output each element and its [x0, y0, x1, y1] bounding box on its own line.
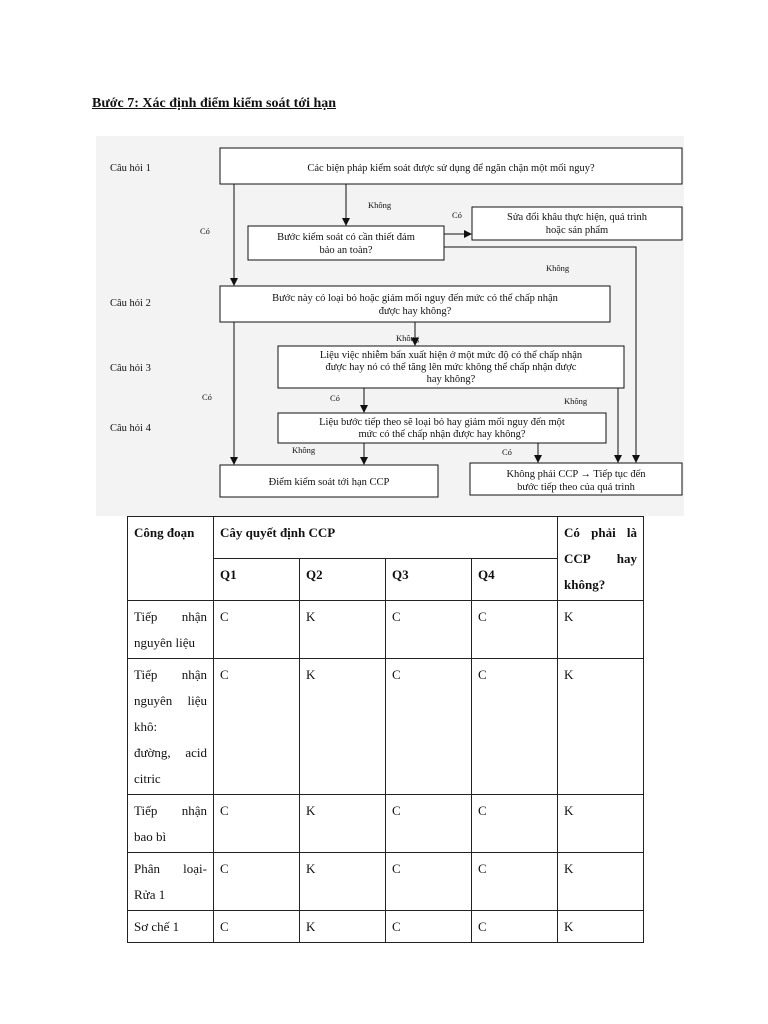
edge-label-q3-no: Không	[564, 396, 588, 406]
cell-ccp: K	[558, 795, 644, 853]
question-3-label: Câu hỏi 3	[110, 363, 151, 374]
edge-label-q3-yes: Có	[330, 393, 340, 403]
cell-q2: K	[300, 853, 386, 911]
cell-stage	[128, 911, 214, 943]
cell-q3: C	[386, 911, 472, 943]
cell-q1: C	[214, 601, 300, 659]
question-1-label: Câu hỏi 1	[110, 163, 151, 174]
cell-stage-line: Tiếp nhận	[134, 667, 207, 682]
header-is-ccp-line-2: CCP hay	[564, 551, 638, 566]
cell-stage-line: khô:	[134, 719, 158, 734]
cell-q4: C	[472, 601, 558, 659]
cell-q2: K	[300, 601, 386, 659]
header-q4: Q4	[472, 559, 558, 601]
edge-label-q2-yes: Có	[202, 392, 212, 402]
box-not-ccp-text-2: bước tiếp theo của quá trình	[517, 482, 635, 493]
cell-ccp: K	[558, 853, 644, 911]
edge-label-q1-yes: Có	[200, 226, 210, 236]
box-not-ccp-text-1: Không phải CCP → Tiếp tục đến	[506, 469, 646, 480]
cell-q1: C	[214, 911, 300, 943]
cell-q2: K	[300, 795, 386, 853]
header-stage: Công đoạn	[128, 517, 214, 601]
header-q2: Q2	[300, 559, 386, 601]
cell-q1: C	[214, 795, 300, 853]
cell-stage-line: nguyên liệu	[134, 635, 196, 650]
cell-stage-line: Tiếp nhận	[134, 609, 207, 624]
box-ccp-text: Điểm kiểm soát tới hạn CCP	[268, 477, 390, 488]
box-modify-text-2: hoặc sản phẩm	[545, 225, 609, 236]
header-decision-tree: Cây quyết định CCP	[214, 517, 558, 559]
header-q1: Q1	[214, 559, 300, 601]
cell-stage	[128, 795, 214, 853]
box-contamination-text-1: Liệu việc nhiễm bẩn xuất hiện ở một mức độ có thể chấp nhận	[319, 350, 583, 361]
header-is-ccp	[558, 517, 644, 601]
cell-ccp: K	[558, 659, 644, 795]
cell-q4: C	[472, 659, 558, 795]
edge-label-q1-no: Không	[368, 200, 392, 210]
cell-stage	[128, 659, 214, 795]
cell-stage	[128, 853, 214, 911]
ccp-decision-table	[127, 516, 644, 943]
cell-q3: C	[386, 795, 472, 853]
header-is-ccp-line-1: Có phải là	[564, 525, 638, 540]
cell-q3: C	[386, 601, 472, 659]
box-contamination-text-2: được hay nó có thể tăng lên mức không thể chấp nhận được	[325, 362, 577, 373]
cell-q2: K	[300, 659, 386, 795]
cell-stage-line: nguyên liệu	[134, 693, 207, 708]
cell-stage-line: đường, acid	[134, 745, 207, 760]
cell-stage-line: Rửa 1	[134, 887, 166, 902]
cell-q3: C	[386, 853, 472, 911]
box-modify-text-1: Sửa đổi khâu thực hiện, quá trình	[507, 212, 647, 223]
cell-q2: K	[300, 911, 386, 943]
box-control-needed-text-2: bảo an toàn?	[319, 245, 373, 256]
edge-label-q4-yes: Có	[502, 447, 512, 457]
cell-q4: C	[472, 795, 558, 853]
edge-label-control-no: Không	[546, 263, 570, 273]
header-q3: Q3	[386, 559, 472, 601]
cell-stage-line: Tiếp nhận	[134, 803, 207, 818]
cell-stage-line: Phân loại-	[134, 861, 207, 876]
cell-stage-line: Sơ chế 1	[134, 919, 180, 934]
section-heading: Bước 7: Xác định điểm kiểm soát tới hạn	[92, 96, 337, 111]
question-4-label: Câu hỏi 4	[110, 423, 151, 434]
table-row	[128, 853, 644, 911]
cell-stage-line: bao bì	[134, 829, 167, 844]
cell-q4: C	[472, 853, 558, 911]
table-row	[128, 601, 644, 659]
box-eliminate-text-2: được hay không?	[378, 306, 452, 317]
edge-label-control-yes: Có	[452, 210, 462, 220]
edge-label-q2-no: Không	[396, 333, 420, 343]
cell-q1: C	[214, 853, 300, 911]
cell-stage	[128, 601, 214, 659]
table-body	[128, 601, 644, 943]
question-2-label: Câu hỏi 2	[110, 298, 151, 309]
ccp-decision-tree-diagram	[96, 136, 684, 516]
edge-label-q4-no: Không	[292, 445, 316, 455]
header-is-ccp-line-3: không?	[564, 577, 606, 592]
box-contamination-text-3: hay không?	[426, 374, 476, 385]
box-control-measures-text: Các biện pháp kiểm soát được sử dụng để ngăn chặn một mối nguy?	[307, 163, 595, 174]
table-row	[128, 911, 644, 943]
cell-ccp: K	[558, 911, 644, 943]
box-control-needed-text-1: Bước kiểm soát có cần thiết đảm	[277, 232, 415, 243]
box-subsequent-step-text-1: Liệu bước tiếp theo sẽ loại bỏ hay giảm mối nguy đến một	[319, 417, 565, 428]
table-row	[128, 659, 644, 795]
box-eliminate-text-1: Bước này có loại bỏ hoặc giảm mối nguy đến mức có thể chấp nhận	[272, 293, 558, 304]
cell-q1: C	[214, 659, 300, 795]
cell-stage-line: citric	[134, 771, 161, 786]
table-row	[128, 795, 644, 853]
box-subsequent-step-text-2: mức có thể chấp nhận được hay không?	[358, 429, 526, 440]
table-header-row	[128, 517, 644, 559]
cell-q3: C	[386, 659, 472, 795]
cell-ccp: K	[558, 601, 644, 659]
cell-q4: C	[472, 911, 558, 943]
